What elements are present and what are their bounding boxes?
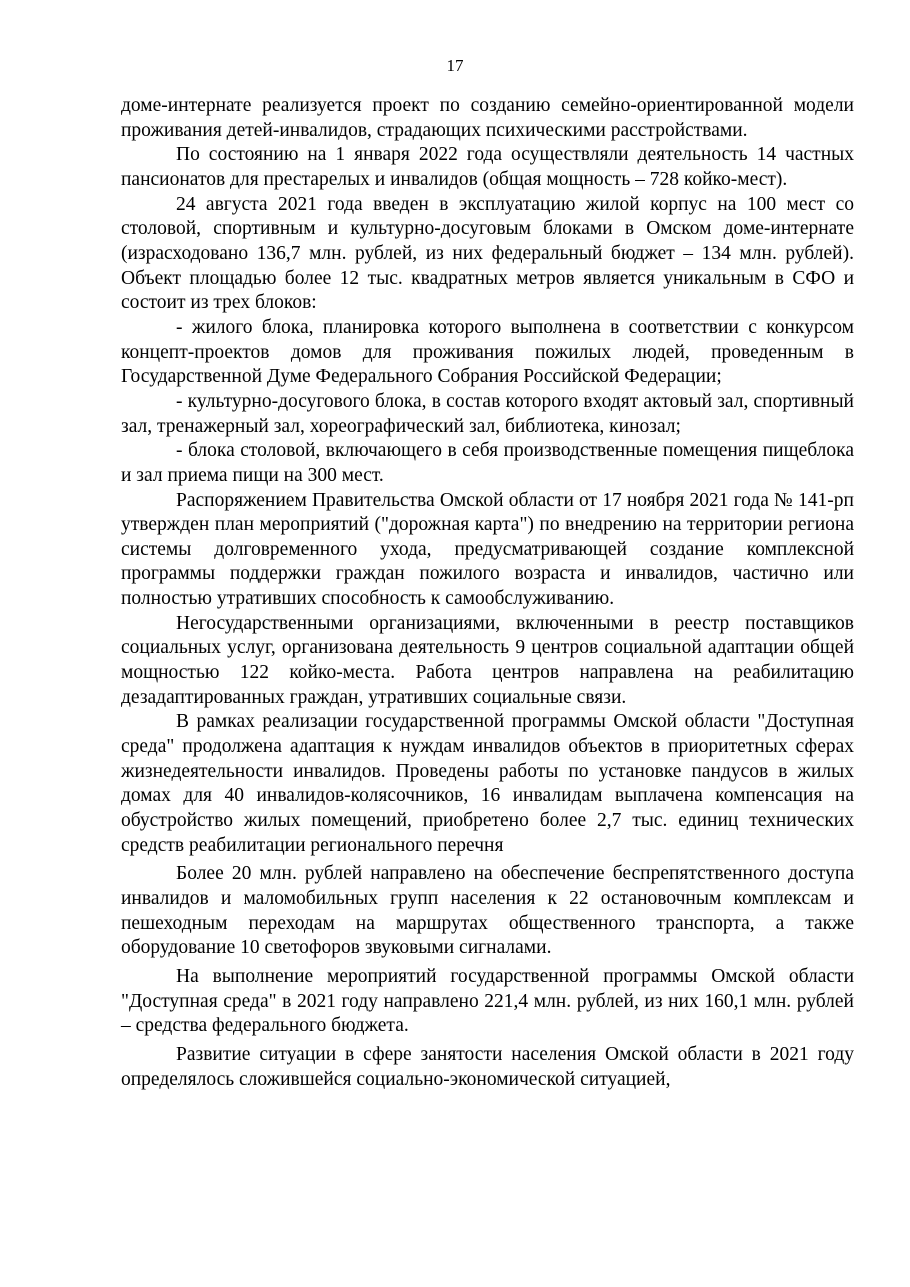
paragraph-roadmap-order: Распоряжением Правительства Омской области от 17 ноября 2021 года № 141-рп утвержден план мероприятий ("дорожная карта") по внедрению на территории региона системы долговременного ухода, предусматривающей создание комплексной программы поддержки граждан пожилого возраста и инвалидов, частично или полностью утративших способность к самообслуживанию. (121, 489, 854, 610)
paragraph-adaptation-centers: Негосударственными организациями, включенными в реестр поставщиков социальных услуг, организована деятельность 9 центров социальной адаптации общей мощностью 122 койко-места. Работа центров направлена на реабилитацию дезадаптированных граждан, утративших социальные связи. (121, 612, 854, 708)
paragraph-program-funding: На выполнение мероприятий государственной программы Омской области "Доступная среда" в 2021 году направлено 221,4 млн. рублей, из них 160,1 млн. рублей – средства федерального бюджета. (121, 965, 854, 1037)
paragraph-residential-building: 24 августа 2021 года введен в эксплуатацию жилой корпус на 100 мест со столовой, спортивным и культурно-досуговым блоками в Омском доме-интернате (израсходовано 136,7 млн. рублей, из них федеральный бюджет – 134 млн. рублей). Объект площадью более 12 тыс. квадратных метров является уникальным в СФО и состоит из трех блоков: (121, 193, 854, 314)
list-item-canteen-block: - блока столовой, включающего в себя производственные помещения пищеблока и зал приема пищи на 300 мест. (121, 440, 854, 486)
list-item-cultural-block: - культурно-досугового блока, в состав которого входят актовый зал, спортивный зал, тренажерный зал, хореографический зал, библиотека, кинозал; (121, 390, 854, 437)
paragraph-transport-accessibility: Более 20 млн. рублей направлено на обеспечение беспрепятственного доступа инвалидов и маломобильных групп населения к 22 остановочным комплексам и пешеходным переходам на маршрутах общественного транспорта, а также оборудование 10 светофоров звуковыми сигналами. (121, 863, 854, 959)
list-item-residential-block: - жилого блока, планировка которого выполнена в соответствии с конкурсом концепт-проектов домов для проживания пожилых людей, проведенным в Государственной Думе Федерального Собрания Российской Федерации; (121, 316, 854, 388)
paragraph-employment: Развитие ситуации в сфере занятости населения Омской области в 2021 году определялось сложившейся социально-экономической ситуацией, (121, 1043, 854, 1090)
paragraph-accessible-environment: В рамках реализации государственной программы Омской области "Доступная среда" продолжена адаптация к нуждам инвалидов объектов в приоритетных сферах жизнедеятельности инвалидов. Проведены работы по установке пандусов в жилых домах для 40 инвалидов-колясочников, 16 инвалидам выплачена компенсация на обустройство жилых помещений, приобретено более 2,7 тыс. единиц технических средств реабилитации регионального перечня (121, 711, 854, 856)
page-number: 17 (446, 56, 464, 75)
paragraph-private-pensions: По состоянию на 1 января 2022 года осуществляли деятельность 14 частных пансионатов для престарелых и инвалидов (общая мощность – 728 койко-мест). (121, 144, 854, 190)
paragraph-continuation: доме-интернате реализуется проект по созданию семейно-ориентированной модели проживания детей-инвалидов, страдающих психическими расстройствами. (121, 95, 854, 141)
document-body (121, 94, 854, 1092)
